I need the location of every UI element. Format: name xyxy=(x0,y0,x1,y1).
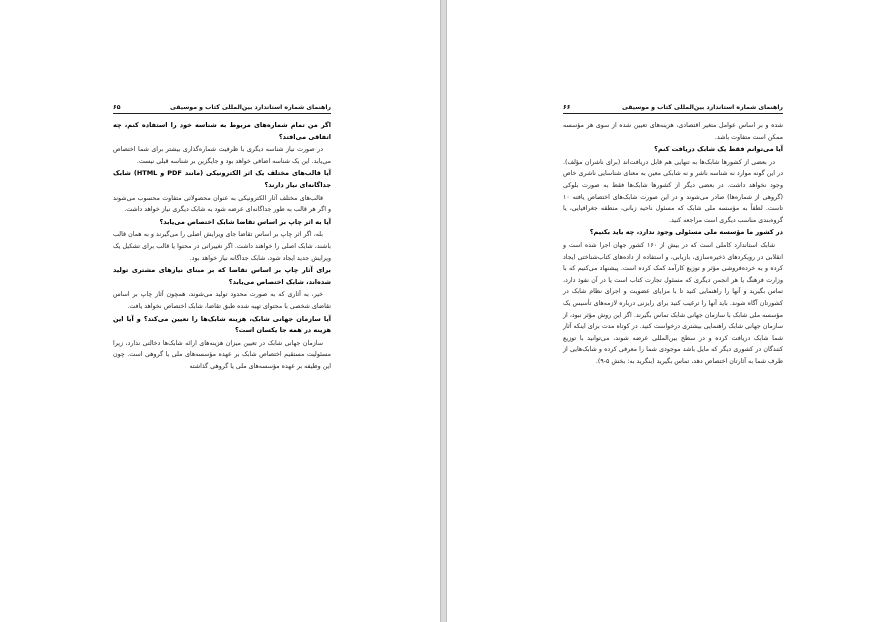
right-page-number: ۶۶ xyxy=(563,104,571,111)
question-heading: آیا می‌توانم فقط یک شابک دریافت کنم؟ xyxy=(654,145,783,154)
left-page-body xyxy=(113,120,331,373)
left-running-header: راهنمای شماره استاندارد بین‌المللی کتاب و موسیقی xyxy=(169,104,331,111)
body-paragraph: خیر، به آثاری که به صورت محدود تولید می‌شوند، همچون آثار چاپ بر اساس تقاضای شخصی با محتوای تهیه شده طبق تقاضا، شابک اختصاص نخواهد یافت. xyxy=(113,291,331,310)
body-paragraph: شده و بر اساس عوامل متغیر اقتصادی، هزینه‌های تعیین شده از سوی هر مؤسسه ممکن است متفاوت باشد. xyxy=(563,122,783,141)
question-heading: آیا سازمان جهانی شابک، هزینه شابک‌ها را تعیین می‌کند؟ و آیا این هزینه در همه جا یکسان است؟ xyxy=(113,314,331,335)
question-heading: در کشور ما مؤسسه ملی مسئولی وجود ندارد، چه باید بکنیم؟ xyxy=(589,228,783,237)
left-page-header xyxy=(113,100,331,114)
body-paragraph: بله، اگر اثر چاپ بر اساس تقاضا جای ویرایش اصلی را می‌گیرند و به همان قالب باشند، شابک اصلی را خواهند داشت. اگر تغییراتی در محتوا یا قالب برای تشکیل یک ویرایش جدید ایجاد شود، شابک جداگانه نیاز خواهد بود. xyxy=(113,231,331,262)
right-page xyxy=(446,0,885,622)
right-page-body xyxy=(563,120,783,368)
body-paragraph: در بعضی از کشورها شابک‌ها به تنهایی هم قابل دریافت‌اند (برای ناشران مؤلف). در این گونه موارد نه شناسه ناشر و نه شابکی معین به معنای شناسایی ناشری خاص وجود نخواهد داشت. در بعضی دیگر از کشورها شابک‌ها فقط به صورت بلوکی (گروهی از شماره‌ها) صادر می‌شوند و در این صورت شابک‌های اختصاص یافته ۱۰ تاست. لطفاً به مؤسسه ملی شابک که مسئول ناحیه زبانی، منطقه جغرافیایی، یا گروه‌بندی مناسب دیگری است مراجعه کنید. xyxy=(563,158,783,224)
question-heading: اگر من تمام شماره‌های مربوط به شناسه خود را استفاده کنم، چه اتفاقی می‌افتد؟ xyxy=(113,121,331,141)
body-paragraph: در صورت نیاز شناسه دیگری با ظرفیت شماره‌گذاری بیشتر برای شما اختصاص می‌یابد. این یک شناسه اضافی خواهد بود و جایگزین بر شناسه قبلی نیست. xyxy=(113,146,331,165)
question-heading: آیا به اثر چاپ بر اساس تقاضا شابک اختصاص می‌یابد؟ xyxy=(159,217,331,226)
right-page-header xyxy=(563,100,783,114)
left-page xyxy=(0,0,441,622)
question-heading: آیا قالب‌های مختلف یک اثر الکترونیکی (مانند PDF و HTML) شابک جداگانه‌ای نیاز دارند؟ xyxy=(113,169,331,189)
body-paragraph: شابک استاندارد کاملی است که در بیش از ۱۶۰ کشور جهان اجرا شده است و انقلابی در رویکردهای ذخیره‌سازی، بازیابی، و استفاده از داده‌های کتاب‌شناختی ایجاد کرده و به خرده‌فروشی مؤثر و توزیع کارآمد کمک کرده است. پیشنهاد می‌کنیم که با وزارت فرهنگ یا هر انجمن دیگری که مسئول تجارت کتاب است یا در آن نفوذ دارد، تماس بگیرید و آنها را راهنمایی کنید تا با مزایای عضویت و اجرای نظام شابک در کشورتان آگاه شوند. باید آنها را ترغیب کنید برای رایزنی درباره لازمه‌های تأسیس یک مؤسسه ملی شابک با سازمان جهانی شابک تماس بگیرند. اگر این روش مؤثر نبود، از سازمان جهانی شابک راهنمایی بیشتری درخواست کنید. در کوتاه مدت برای اینکه آثار شما شابک دریافت کرده و در سطح بین‌المللی عرضه شوند، می‌توانید با توزیع کنندگان در کشوری دیگر که مایل باشد موجودی شما را معرفی کرده و شابک‌هایی از طرف شما به آثارتان اختصاص دهد، تماس بگیرید (بنگرید به: بخش ۵-۹). xyxy=(563,241,783,365)
right-running-header: راهنمای شماره استاندارد بین‌المللی کتاب و موسیقی xyxy=(621,104,783,111)
body-paragraph: سازمان جهانی شابک در تعیین میزان هزینه‌های ارائه شابک‌ها دخالتی ندارد، زیرا مسئولیت مستقیم اختصاص شابک بر عهده مؤسسه‌های ملی یا گروهی است. چون این وظیفه بر عهده مؤسسه‌های ملی یا گروهی گذاشته xyxy=(113,339,331,370)
body-paragraph: قالب‌های مختلف آثار الکترونیکی به عنوان محصولاتی متفاوت محسوب می‌شوند و اگر هر قالب به طور جداگانه‌ای عرضه شود به شابک دیگری نیاز خواهد داشت. xyxy=(113,194,331,214)
left-page-number: ۶۵ xyxy=(113,104,121,111)
question-heading: برای آثار چاپ بر اساس تقاضا که بر مبنای نیازهای مشتری تولید شده‌اند، شابک اختصاص می‌یابد؟ xyxy=(113,266,331,286)
